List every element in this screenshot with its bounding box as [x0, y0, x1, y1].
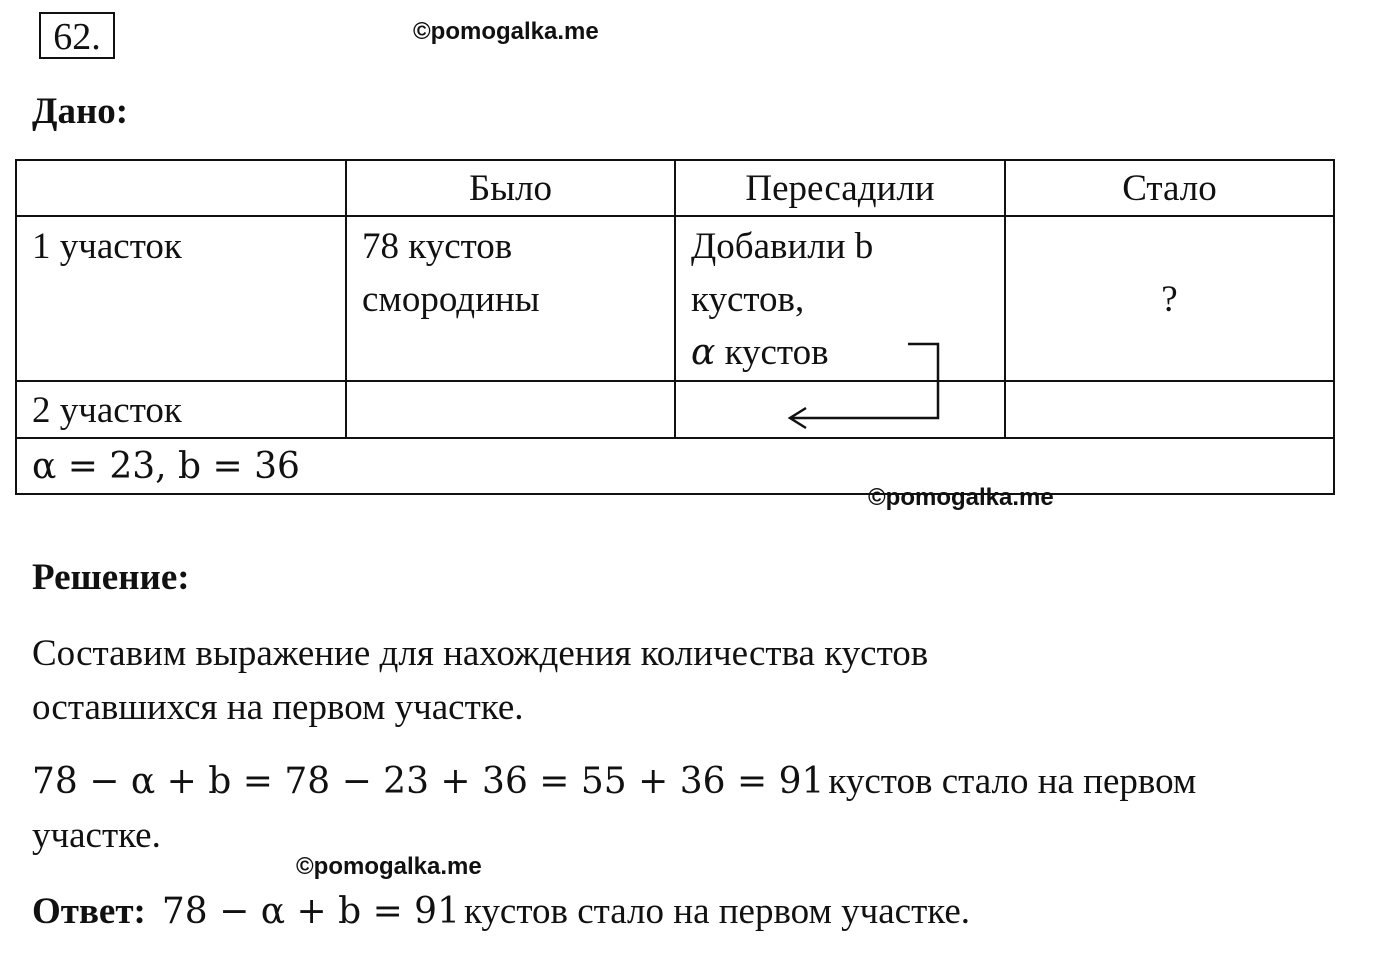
row1-label: 1 участок — [32, 226, 182, 267]
answer-label: Ответ: — [32, 891, 146, 932]
header-was: Было — [468, 168, 553, 209]
header-became: Стало — [1122, 168, 1217, 209]
row1-moved-line1: Добавили b — [691, 226, 874, 267]
header-moved: Пересадили — [745, 168, 935, 209]
row1-was-line1: 78 кустов — [362, 226, 513, 267]
answer-math: 78 − α + b = 91 — [161, 891, 460, 932]
calculation-line — [32, 760, 1196, 803]
row1-was-line2: смородины — [362, 279, 540, 320]
row1-moved-line2: кустов, — [691, 279, 805, 320]
row2-label: 2 участок — [32, 390, 182, 431]
given-values: α = 23, b = 36 — [32, 446, 300, 487]
row1-became: ? — [1161, 279, 1178, 320]
solution-text-line1: Составим выражение для нахождения количества кустов — [32, 633, 929, 674]
answer-text: кустов стало на первом участке. — [463, 891, 970, 932]
watermark: ©pomogalka.me — [413, 18, 599, 45]
watermark: ©pomogalka.me — [296, 853, 482, 880]
problem-number: 62. — [39, 12, 115, 59]
alpha-symbol: α — [691, 332, 716, 373]
calc-math: 78 − α + b = 78 − 23 + 36 = 55 + 36 = 91 — [32, 761, 825, 802]
watermark: ©pomogalka.me — [868, 484, 1054, 511]
row1-moved-line3-text: кустов — [724, 332, 829, 373]
answer-line — [32, 890, 970, 933]
calc-text-line2: участке. — [32, 815, 161, 856]
calc-text: кустов стало на первом — [828, 761, 1197, 802]
row1-moved-line3 — [691, 326, 829, 379]
solution-heading: Решение: — [32, 557, 190, 598]
solution-text-line2: оставшихся на первом участке. — [32, 687, 524, 728]
given-heading: Дано: — [32, 91, 129, 132]
